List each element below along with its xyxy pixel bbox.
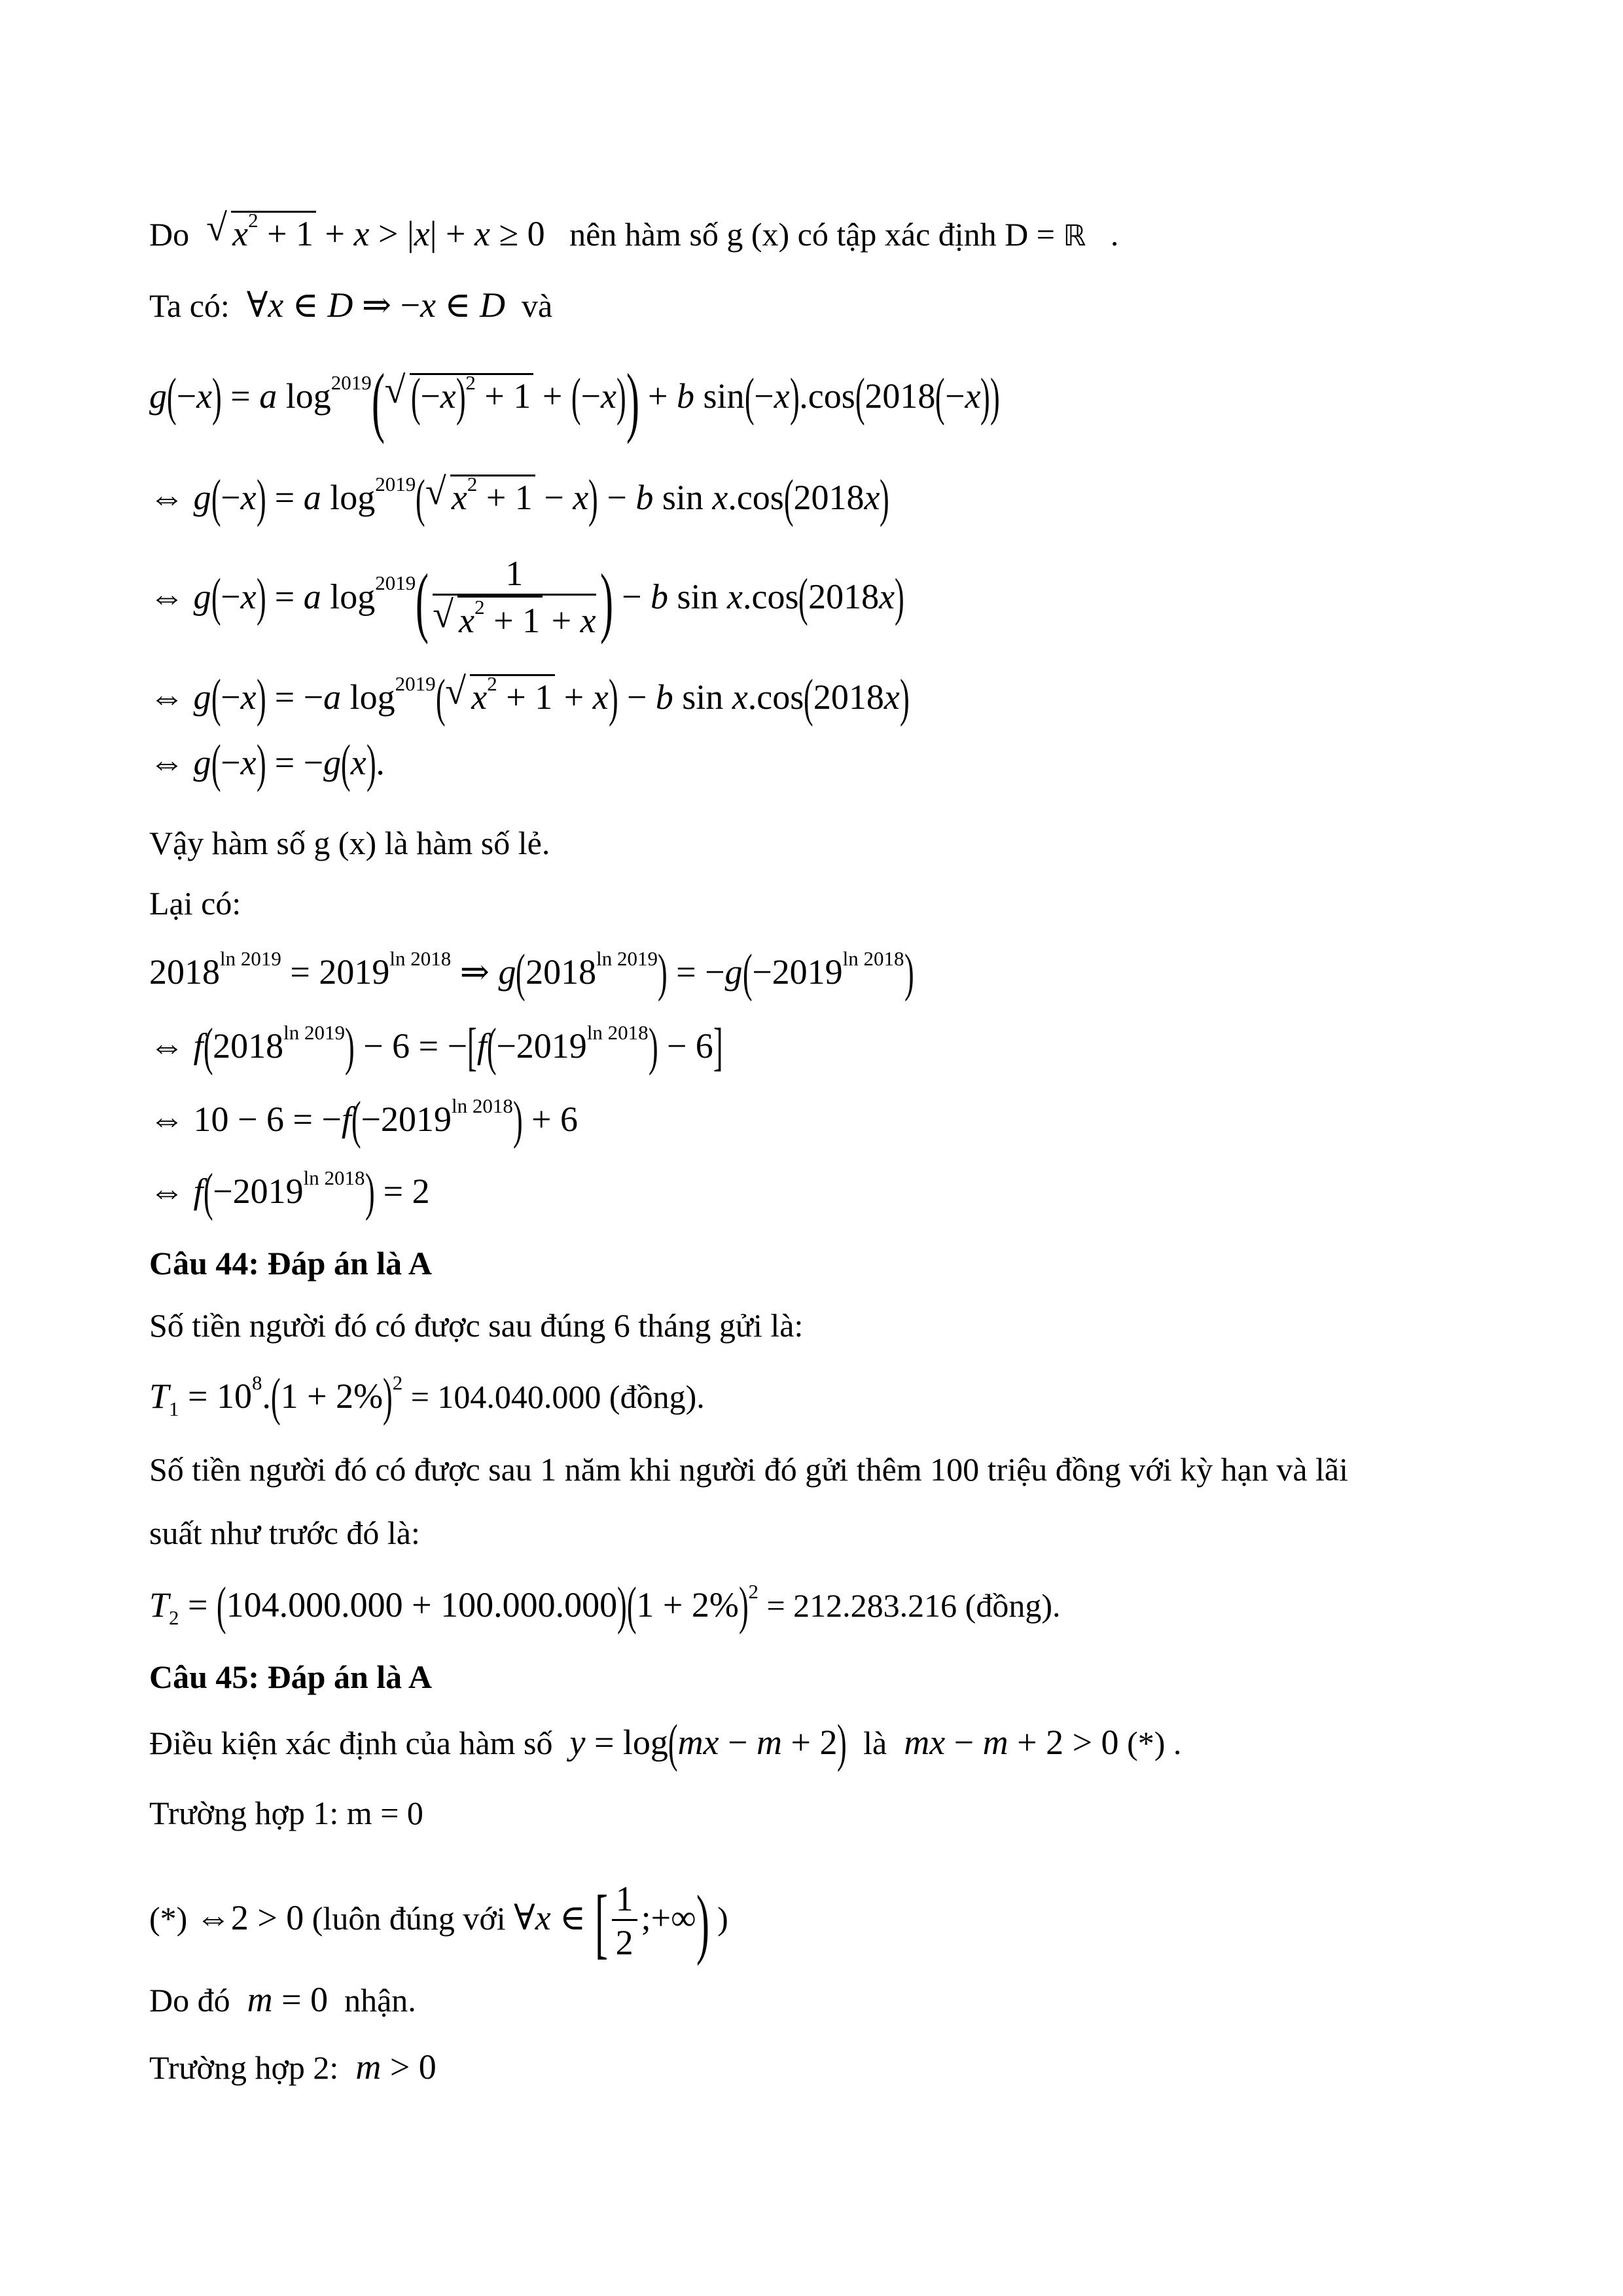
text: Điều kiện xác định của hàm số bbox=[149, 1725, 553, 1761]
formula-f-step-2: ⇔ $10 - 6 = -f(-2019^{ln 2018}) + 6$ bbox=[149, 1092, 578, 1149]
reals-symbol: ℝ bbox=[1063, 219, 1086, 253]
text: và bbox=[522, 287, 553, 324]
heading-cau-45: Câu 45: Đáp án là A bbox=[149, 1659, 433, 1695]
text: là bbox=[863, 1725, 887, 1761]
formula-step-2: ⇔ g(−x) = a $\log^{2019}$( 1 √ $x^2 + 1 + x$ ) − b sin x.cos(2018x) bbox=[149, 553, 904, 647]
formula-step-3: ⇔ g(−x) = −a $\log^{2019}(√$ $x^2 + 1 + x) - b$ sin x.cos(2018x) bbox=[149, 674, 910, 722]
paragraph-44a: Số tiền người đó có được sau đúng 6 tháng gửi là: bbox=[149, 1307, 804, 1344]
text-odd-function: Vậy hàm số g (x) là hàm số lẻ. bbox=[149, 825, 550, 861]
heading-cau-44: Câu 44: Đáp án là A bbox=[149, 1245, 433, 1282]
paragraph-44b-2: suất như trước đó là: bbox=[149, 1515, 420, 1551]
formula-f-step-1: ⇔ $f(2018^{ln 2019}) - 6 = -[f(-2019^{ln 2018}) - 6]$ bbox=[149, 1018, 723, 1076]
text-case-2: Trường hợp 2: m > 0 bbox=[149, 2047, 437, 2087]
text: ) bbox=[717, 1899, 728, 1937]
formula-g-minus-x: g(−x) = a $\log^{2019}(√$ $(-x)^2 + 1 + (-x)) + b$ sin(−x).cos(2018(−x)) bbox=[149, 373, 1000, 421]
text: Ta có: bbox=[149, 287, 230, 324]
text: nên hàm số g (x) có tập xác định D = bbox=[569, 216, 1055, 253]
line-ta-co: Ta có: ∀x ∈ D ⇒ −x ∈ D và bbox=[149, 285, 553, 325]
formula-step-4: ⇔ g(−x) = −g(x). bbox=[149, 735, 385, 793]
text: (*) bbox=[149, 1899, 188, 1937]
text: = 104.040.000 (đồng). bbox=[410, 1378, 705, 1415]
formula-f-result: ⇔ $f(-2019^{ln 2018}) = 2$ bbox=[149, 1164, 430, 1221]
formula-power-identity: $2018^{ln 2019} = 2019^{ln 2018}$ ⇒ $g(2018^{ln 2019}) = -g(-2019^{ln 2018})$ bbox=[149, 944, 914, 1002]
text: Do bbox=[149, 216, 190, 253]
text: (*) . bbox=[1127, 1725, 1182, 1761]
text: nhận. bbox=[344, 1982, 416, 2018]
line-domain: Do √ $x^2 + 1 + x > |x| + x \ge 0$ nên hàm số g (x) có tập xác định D = ℝ . bbox=[149, 211, 1118, 259]
text: (luôn đúng với bbox=[312, 1899, 506, 1937]
text-accept: Do đó m = 0 nhận. bbox=[149, 1980, 416, 2019]
formula-case-1: (*) ⇔2 > 0 (luôn đúng với ∀x ∈ [ $\frac{1}{2}$ ;+∞) ) bbox=[149, 1878, 728, 1966]
text: Trường hợp 2: bbox=[149, 2049, 339, 2086]
text: Do đó bbox=[149, 1982, 230, 2018]
formula-t2: $T_2 = (104.000.000 + 100.000.000)(1 + 2\%)^2 = 212.283.216$ (đồng). bbox=[149, 1577, 1061, 1635]
text: . bbox=[1110, 216, 1119, 253]
paragraph-45a: Điều kiện xác định của hàm số y = log(mx − m + 2) là mx − m + 2 > 0 (*) . bbox=[149, 1715, 1182, 1772]
formula-step-1: ⇔ g(−x) = a $\log^{2019}(√$ $x^2 + 1 - x) - b$ sin x.cos(2018x) bbox=[149, 475, 889, 522]
text: = 212.283.216 (đồng). bbox=[766, 1587, 1061, 1624]
text-case-1: Trường hợp 1: m = 0 bbox=[149, 1795, 423, 1831]
paragraph-44b-1: Số tiền người đó có được sau 1 năm khi người đó gửi thêm 100 triệu đồng với kỳ hạn và lãi bbox=[149, 1451, 1348, 1488]
text-lai-co: Lại có: bbox=[149, 885, 241, 922]
formula-t1: $T_1 = 10^8.(1 + 2\%)^2 = 104.040.000$ (đồng). bbox=[149, 1369, 705, 1426]
